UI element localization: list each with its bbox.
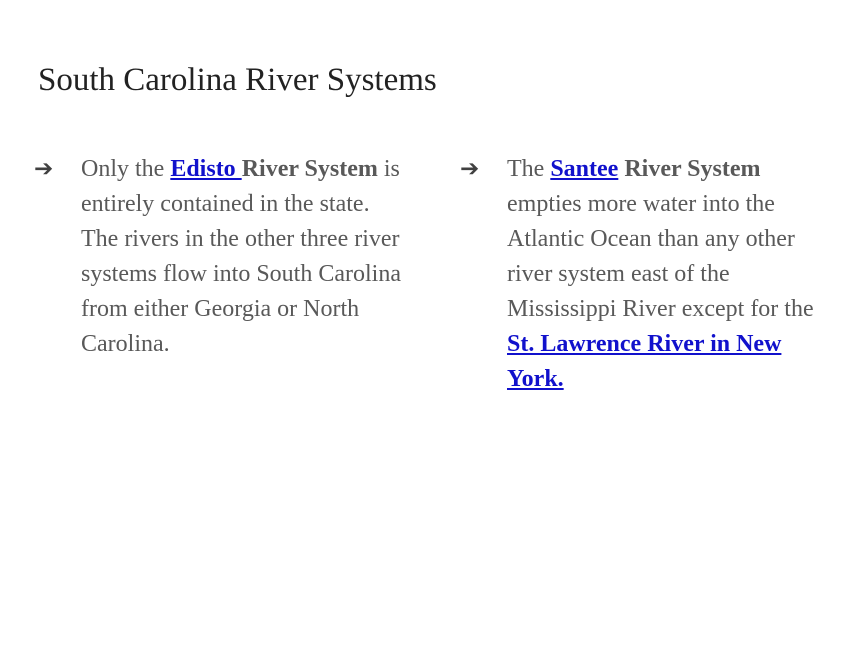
left-text-1: Only the — [81, 156, 171, 182]
arrow-bullet-icon: ➔ — [34, 156, 54, 182]
left-bullet-text — [81, 152, 406, 362]
st-lawrence-link[interactable]: St. Lawrence River in New York. — [507, 331, 782, 392]
left-text-bold: River System — [241, 156, 378, 182]
slide-title: South Carolina River Systems — [38, 62, 437, 98]
edisto-link[interactable]: Edisto — [170, 156, 242, 182]
santee-link[interactable]: Santee — [550, 156, 619, 182]
right-text-1: The — [507, 156, 551, 182]
left-bullet — [34, 152, 406, 362]
right-text-bold: River System — [618, 156, 761, 182]
right-text-2: empties more water into the Atlantic Ocean than any other river system east of the Mississippi River except for the — [507, 191, 814, 322]
right-bullet-text — [507, 152, 836, 397]
arrow-bullet-icon: ➔ — [460, 156, 480, 182]
left-text-2: is entirely contained in the state. The rivers in the other three river systems flow into South Carolina from either Georgia or North Carolina. — [81, 156, 401, 357]
right-bullet — [460, 152, 836, 397]
